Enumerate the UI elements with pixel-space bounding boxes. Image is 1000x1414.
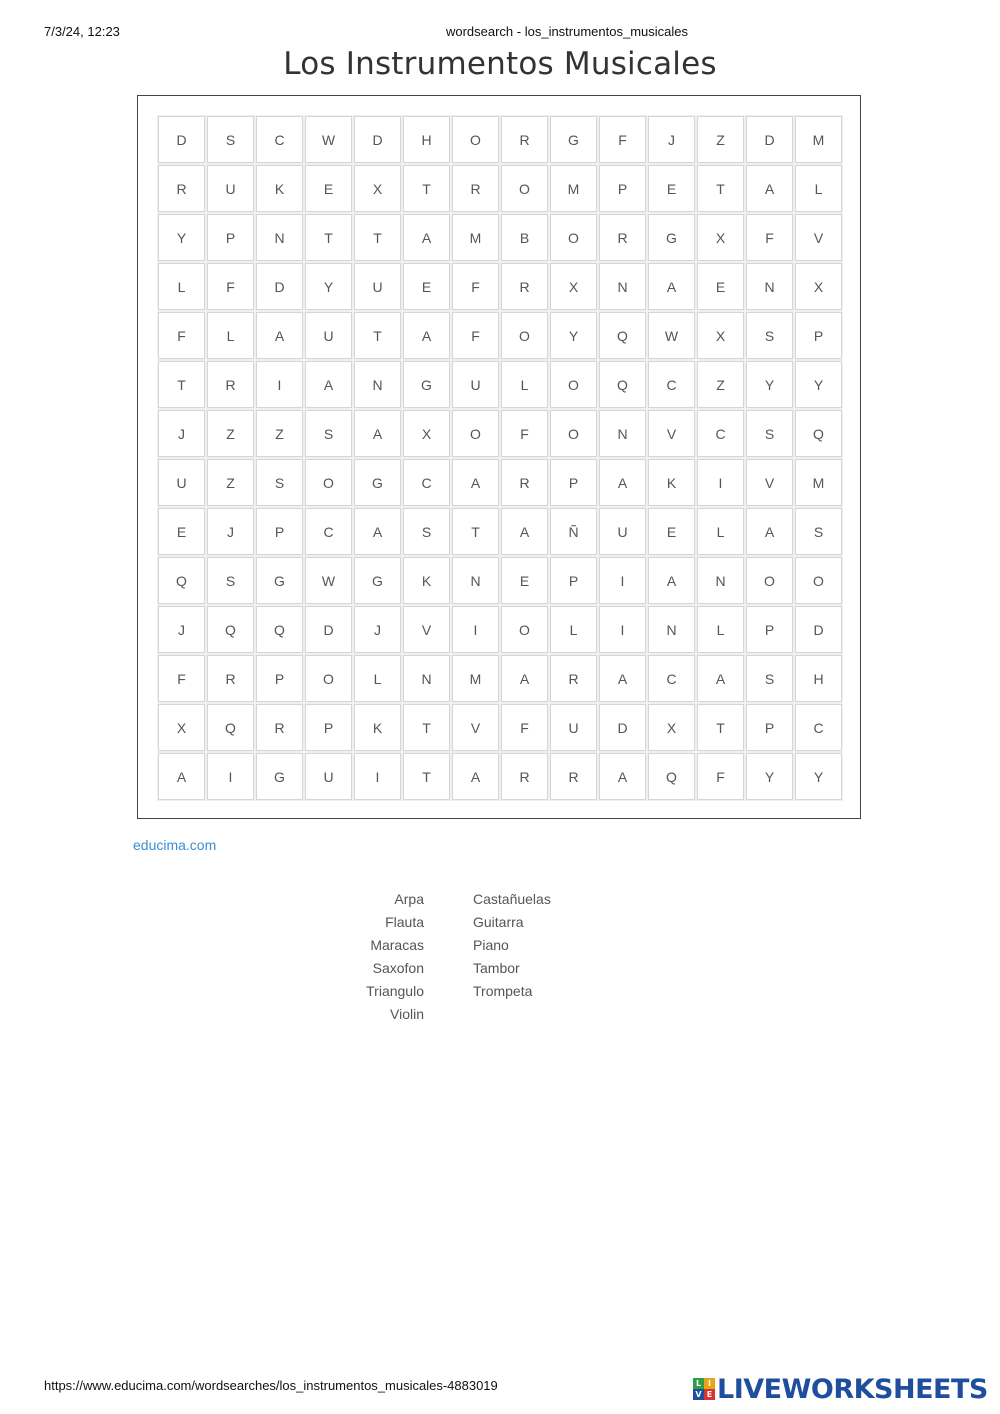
grid-cell[interactable]: E [648,508,695,555]
grid-cell[interactable]: A [305,361,352,408]
word-list-item: Trompeta [473,983,533,999]
grid-cell[interactable]: S [746,410,793,457]
grid-cell[interactable]: W [305,557,352,604]
grid-cell[interactable]: E [697,263,744,310]
grid-cell[interactable]: C [256,116,303,163]
logo-square: I [704,1378,715,1389]
grid-cell[interactable]: N [452,557,499,604]
grid-cell[interactable]: O [452,410,499,457]
grid-cell[interactable]: W [305,116,352,163]
grid-cell[interactable]: V [795,214,842,261]
grid-cell[interactable]: S [746,312,793,359]
grid-cell[interactable]: A [599,459,646,506]
grid-cell[interactable]: O [550,361,597,408]
grid-cell[interactable]: R [207,361,254,408]
grid-cell[interactable]: C [305,508,352,555]
brand-text: LIVEWORKSHEETS [717,1373,988,1405]
grid-cell[interactable]: M [795,116,842,163]
grid-cell[interactable]: A [746,165,793,212]
logo-square: L [693,1378,704,1389]
grid-cell[interactable]: L [207,312,254,359]
word-list-item: Saxofon [372,960,424,976]
grid-cell[interactable]: O [305,655,352,702]
grid-cell[interactable]: F [158,312,205,359]
grid-cell[interactable]: H [403,116,450,163]
grid-cell[interactable]: N [256,214,303,261]
grid-cell[interactable]: I [207,753,254,800]
grid-cell[interactable]: S [207,557,254,604]
letter-grid [158,116,842,800]
grid-cell[interactable]: D [795,606,842,653]
grid-cell[interactable]: U [452,361,499,408]
grid-cell[interactable]: S [207,116,254,163]
grid-cell[interactable]: O [305,459,352,506]
grid-cell[interactable]: U [207,165,254,212]
grid-cell[interactable]: F [452,312,499,359]
grid-cell[interactable]: Z [207,459,254,506]
word-list-item: Guitarra [473,914,524,930]
grid-cell[interactable]: R [501,116,548,163]
grid-cell[interactable]: Q [795,410,842,457]
grid-cell[interactable]: F [207,263,254,310]
grid-cell[interactable]: G [354,557,401,604]
grid-cell[interactable]: C [403,459,450,506]
grid-cell[interactable]: P [599,165,646,212]
grid-cell[interactable]: R [207,655,254,702]
grid-cell[interactable]: O [501,165,548,212]
grid-cell[interactable]: W [648,312,695,359]
grid-cell[interactable]: A [648,557,695,604]
grid-cell[interactable]: Ñ [550,508,597,555]
grid-cell[interactable]: K [354,704,401,751]
grid-cell[interactable]: P [746,606,793,653]
grid-cell[interactable]: N [599,410,646,457]
grid-cell[interactable]: M [452,655,499,702]
grid-cell[interactable]: U [550,704,597,751]
grid-cell[interactable]: P [207,214,254,261]
grid-cell[interactable]: M [550,165,597,212]
grid-cell[interactable]: C [648,655,695,702]
grid-cell[interactable]: R [501,459,548,506]
grid-cell[interactable]: D [354,116,401,163]
grid-cell[interactable]: A [501,508,548,555]
grid-cell[interactable]: U [305,753,352,800]
grid-cell[interactable]: S [256,459,303,506]
grid-cell[interactable]: R [452,165,499,212]
grid-cell[interactable]: I [697,459,744,506]
grid-cell[interactable]: Y [746,361,793,408]
grid-cell[interactable]: A [746,508,793,555]
grid-cell[interactable]: G [354,459,401,506]
word-list-item: Arpa [394,891,424,907]
grid-cell[interactable]: Y [305,263,352,310]
grid-cell[interactable]: O [550,214,597,261]
logo-square: V [693,1389,704,1400]
grid-cell[interactable]: D [599,704,646,751]
liveworksheets-brand [693,1374,988,1404]
grid-cell[interactable]: A [599,753,646,800]
grid-cell[interactable]: D [746,116,793,163]
grid-cell[interactable]: Q [599,312,646,359]
grid-cell[interactable]: T [697,704,744,751]
grid-cell[interactable]: N [599,263,646,310]
grid-cell[interactable]: T [158,361,205,408]
word-list-item: Tambor [473,960,520,976]
grid-cell[interactable]: C [648,361,695,408]
grid-cell[interactable]: K [256,165,303,212]
grid-cell[interactable]: A [599,655,646,702]
grid-cell[interactable]: N [697,557,744,604]
grid-cell[interactable]: V [403,606,450,653]
grid-cell[interactable]: T [354,312,401,359]
grid-cell[interactable]: G [550,116,597,163]
grid-cell[interactable]: X [403,410,450,457]
grid-cell[interactable]: Z [697,116,744,163]
grid-cell[interactable]: Y [746,753,793,800]
grid-cell[interactable]: I [599,557,646,604]
grid-cell[interactable]: Q [256,606,303,653]
word-list-right [473,890,551,1005]
grid-cell[interactable]: F [452,263,499,310]
grid-cell[interactable]: G [256,753,303,800]
grid-cell[interactable]: R [599,214,646,261]
grid-cell[interactable]: X [158,704,205,751]
grid-cell[interactable]: N [354,361,401,408]
grid-cell[interactable]: Q [158,557,205,604]
grid-cell[interactable]: F [697,753,744,800]
grid-cell[interactable]: H [795,655,842,702]
grid-cell[interactable]: A [648,263,695,310]
page-title: Los Instrumentos Musicales [283,46,717,82]
grid-cell[interactable]: N [648,606,695,653]
grid-cell[interactable]: C [697,410,744,457]
grid-cell[interactable]: S [795,508,842,555]
grid-cell[interactable]: O [501,312,548,359]
grid-cell[interactable]: R [501,753,548,800]
grid-cell[interactable]: Y [795,753,842,800]
grid-cell[interactable]: G [256,557,303,604]
grid-cell[interactable]: U [599,508,646,555]
grid-cell[interactable]: G [648,214,695,261]
grid-cell[interactable]: T [305,214,352,261]
grid-cell[interactable]: A [354,410,401,457]
grid-cell[interactable]: F [599,116,646,163]
grid-cell[interactable]: Y [795,361,842,408]
grid-cell[interactable]: Q [599,361,646,408]
grid-cell[interactable]: T [354,214,401,261]
grid-cell[interactable]: U [305,312,352,359]
grid-cell[interactable]: M [795,459,842,506]
word-list-left [366,890,424,1028]
grid-cell[interactable]: V [452,704,499,751]
grid-cell[interactable]: R [158,165,205,212]
grid-cell[interactable]: E [305,165,352,212]
grid-cell[interactable]: P [550,557,597,604]
grid-cell[interactable]: X [648,704,695,751]
grid-cell[interactable]: S [403,508,450,555]
word-list-item: Triangulo [366,983,424,999]
grid-cell[interactable]: D [305,606,352,653]
grid-cell[interactable]: T [403,753,450,800]
header-datetime: 7/3/24, 12:23 [44,24,120,39]
grid-cell[interactable]: I [354,753,401,800]
grid-cell[interactable]: A [501,655,548,702]
grid-cell[interactable]: Z [207,410,254,457]
grid-cell[interactable]: F [501,704,548,751]
grid-cell[interactable]: C [795,704,842,751]
grid-cell[interactable]: A [158,753,205,800]
grid-cell[interactable]: M [452,214,499,261]
grid-cell[interactable]: P [550,459,597,506]
grid-cell[interactable]: V [648,410,695,457]
grid-cell[interactable]: P [256,655,303,702]
grid-cell[interactable]: Q [207,606,254,653]
grid-cell[interactable]: L [354,655,401,702]
grid-cell[interactable]: D [158,116,205,163]
grid-cell[interactable]: A [452,459,499,506]
grid-cell[interactable]: P [256,508,303,555]
grid-cell[interactable]: Y [550,312,597,359]
word-list-item: Castañuelas [473,891,551,907]
grid-cell[interactable]: L [501,361,548,408]
grid-cell[interactable]: Y [158,214,205,261]
grid-cell[interactable]: P [795,312,842,359]
grid-cell[interactable]: L [697,508,744,555]
grid-cell[interactable]: Z [256,410,303,457]
grid-cell[interactable]: V [746,459,793,506]
grid-cell[interactable]: T [452,508,499,555]
grid-cell[interactable]: K [403,557,450,604]
grid-cell[interactable]: A [403,214,450,261]
header-doc-title: wordsearch - los_instrumentos_musicales [445,24,689,39]
grid-cell[interactable]: E [501,557,548,604]
grid-cell[interactable]: F [158,655,205,702]
grid-cell[interactable]: J [158,606,205,653]
grid-cell[interactable]: X [697,214,744,261]
grid-cell[interactable]: R [550,753,597,800]
grid-cell[interactable]: A [256,312,303,359]
grid-cell[interactable]: Q [207,704,254,751]
grid-cell[interactable]: J [354,606,401,653]
grid-cell[interactable]: L [795,165,842,212]
grid-cell[interactable]: O [795,557,842,604]
grid-cell[interactable]: I [452,606,499,653]
grid-cell[interactable]: A [452,753,499,800]
grid-cell[interactable]: S [305,410,352,457]
word-list-item: Piano [473,937,509,953]
grid-cell[interactable]: L [158,263,205,310]
grid-cell[interactable]: T [697,165,744,212]
credit-link[interactable]: educima.com [133,837,217,853]
grid-cell[interactable]: O [501,606,548,653]
grid-cell[interactable]: A [354,508,401,555]
grid-cell[interactable]: A [697,655,744,702]
grid-cell[interactable]: E [158,508,205,555]
grid-cell[interactable]: O [746,557,793,604]
grid-cell[interactable]: U [354,263,401,310]
grid-cell[interactable]: U [158,459,205,506]
grid-cell[interactable]: T [403,165,450,212]
grid-cell[interactable]: F [746,214,793,261]
grid-cell[interactable]: G [403,361,450,408]
grid-cell[interactable]: P [746,704,793,751]
grid-cell[interactable]: X [550,263,597,310]
grid-cell[interactable]: F [501,410,548,457]
grid-cell[interactable]: E [403,263,450,310]
grid-cell[interactable]: L [550,606,597,653]
liveworksheets-logo-icon [693,1378,715,1400]
grid-cell[interactable]: J [648,116,695,163]
grid-cell[interactable]: I [599,606,646,653]
word-list-item: Violin [390,1006,424,1022]
grid-cell[interactable]: R [501,263,548,310]
grid-cell[interactable]: N [746,263,793,310]
grid-cell[interactable]: O [452,116,499,163]
footer-url: https://www.educima.com/wordsearches/los_instrumentos_musicales-4883019 [44,1378,498,1393]
grid-cell[interactable]: X [697,312,744,359]
grid-cell[interactable]: Q [648,753,695,800]
grid-cell[interactable]: E [648,165,695,212]
grid-cell[interactable]: Z [697,361,744,408]
grid-cell[interactable]: T [403,704,450,751]
grid-cell[interactable]: D [256,263,303,310]
grid-cell[interactable]: R [256,704,303,751]
grid-cell[interactable]: J [158,410,205,457]
grid-cell[interactable]: X [795,263,842,310]
grid-cell[interactable]: X [354,165,401,212]
grid-cell[interactable]: L [697,606,744,653]
grid-cell[interactable]: A [403,312,450,359]
logo-square: E [704,1389,715,1400]
grid-cell[interactable]: B [501,214,548,261]
grid-cell[interactable]: N [403,655,450,702]
grid-cell[interactable]: I [256,361,303,408]
grid-cell[interactable]: J [207,508,254,555]
word-list-item: Maracas [370,937,424,953]
grid-cell[interactable]: O [550,410,597,457]
grid-cell[interactable]: K [648,459,695,506]
grid-cell[interactable]: P [305,704,352,751]
word-list-item: Flauta [385,914,424,930]
grid-cell[interactable]: R [550,655,597,702]
grid-cell[interactable]: S [746,655,793,702]
